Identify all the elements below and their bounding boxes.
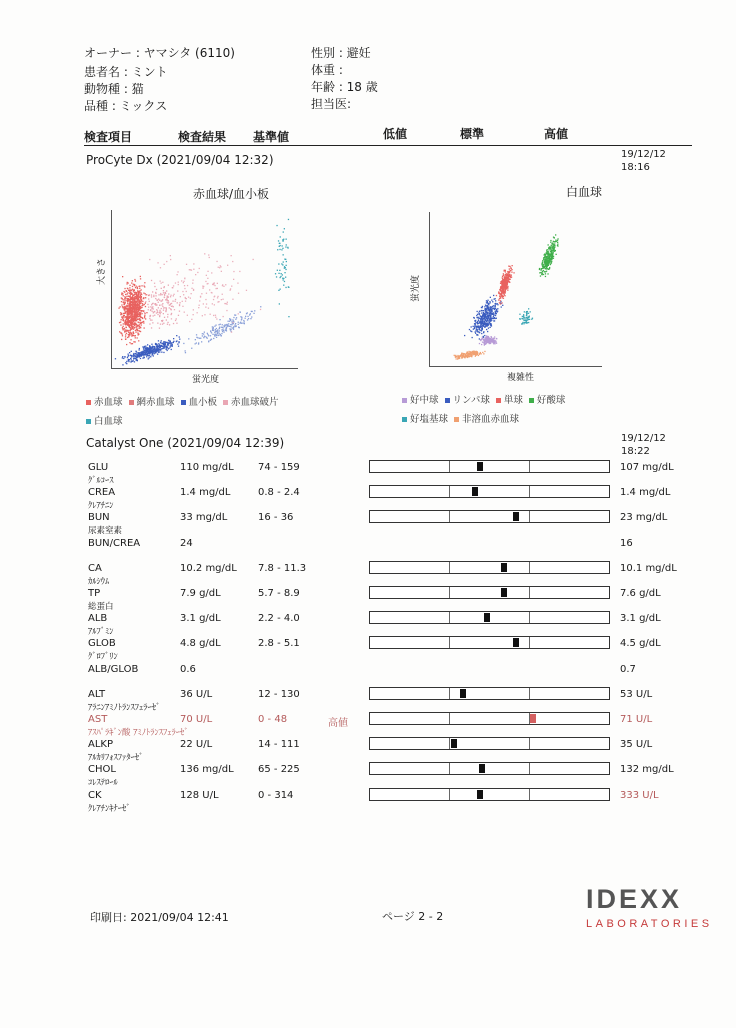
result-marker — [460, 689, 466, 698]
legend-label: リンパ球 — [452, 395, 490, 406]
legend-label: 単球 — [503, 395, 523, 406]
sex-field: 性別 : 避妊 — [311, 46, 371, 60]
legend-label: 白血球 — [94, 416, 123, 427]
previous-result: 3.1 g/dL — [620, 613, 661, 624]
monocyte-cluster — [496, 265, 515, 305]
rbc-plt-plot-title: 赤血球/血小板 — [193, 187, 270, 201]
platelet-cluster — [115, 335, 181, 366]
result-marker — [477, 462, 483, 471]
test-result: 128 U/L — [180, 790, 219, 801]
wbc-xlabel: 複雑性 — [507, 373, 535, 383]
test-subname: 総蛋白 — [88, 602, 114, 612]
test-result: 10.2 mg/dL — [180, 563, 237, 574]
test-name: GLU — [88, 462, 109, 473]
legend-swatch — [181, 400, 186, 405]
basophil-cluster — [519, 308, 533, 325]
test-result: 24 — [180, 538, 193, 549]
owner-field: オーナー : ヤマシタ (6110) — [84, 46, 235, 60]
test-reference-range: 2.8 - 5.1 — [258, 638, 300, 649]
weight-field: 体重 : — [311, 63, 343, 77]
test-result: 33 mg/dL — [180, 512, 228, 523]
result-range-bar — [369, 712, 610, 725]
legend-swatch — [529, 398, 534, 403]
result-range-bar — [369, 636, 610, 649]
header-divider — [84, 145, 692, 146]
result-marker — [513, 638, 519, 647]
test-reference-range: 12 - 130 — [258, 689, 300, 700]
test-name: CA — [88, 563, 102, 574]
range-divider — [529, 562, 530, 573]
result-marker — [513, 512, 519, 521]
legend-label: 赤血球破片 — [231, 397, 279, 408]
test-name: ALT — [88, 689, 106, 700]
test-name: CREA — [88, 487, 116, 498]
rbc-plt-legend-item — [223, 397, 279, 408]
legend-swatch — [129, 400, 134, 405]
column-result: 検査結果 — [178, 130, 227, 144]
rbc-plt-legend — [86, 393, 296, 431]
legend-swatch — [402, 417, 407, 422]
test-result: 110 mg/dL — [180, 462, 234, 473]
test-name: BUN — [88, 512, 110, 523]
legend-label: 好酸球 — [536, 395, 566, 406]
test-name: BUN/CREA — [88, 538, 141, 549]
patient-field: 患者名 : ミント — [84, 65, 168, 79]
test-reference-range: 0.8 - 2.4 — [258, 487, 300, 498]
previous-result: 132 mg/dL — [620, 764, 674, 775]
wbc-legend-item — [496, 395, 523, 406]
neutrophil-cluster — [479, 335, 498, 345]
test-result: 22 U/L — [180, 739, 213, 750]
test-reference-range: 65 - 225 — [258, 764, 300, 775]
range-divider — [529, 637, 530, 648]
range-divider — [529, 486, 530, 497]
rbc-plt-scatter-svg — [112, 210, 298, 368]
previous-result: 35 U/L — [620, 739, 653, 750]
test-result: 36 U/L — [180, 689, 213, 700]
range-divider — [449, 511, 450, 522]
result-marker — [530, 714, 536, 723]
range-divider — [449, 713, 450, 724]
test-name: AST — [88, 714, 108, 725]
rbc-plt-xlabel: 蛍光度 — [192, 375, 220, 385]
range-divider — [529, 511, 530, 522]
result-marker — [479, 764, 485, 773]
range-divider — [529, 789, 530, 800]
rbc-plt-legend-item — [129, 397, 175, 408]
wbc-ylabel: 蛍光度 — [411, 274, 421, 302]
test-subname: ｱｽﾊﾟﾗｷﾞﾝ酸 ｱﾐﾉﾄﾗﾝｽﾌｪﾗｰｾﾞ — [88, 728, 189, 738]
test-reference-range: 16 - 36 — [258, 512, 294, 523]
reticulocyte-cluster — [140, 280, 181, 329]
column-high: 高値 — [544, 127, 569, 141]
range-divider — [529, 612, 530, 623]
print-date: 印刷日: 2021/09/04 12:41 — [90, 911, 229, 924]
test-name: ALB — [88, 613, 108, 624]
result-marker — [477, 790, 483, 799]
test-name: CK — [88, 790, 102, 801]
test-reference-range: 2.2 - 4.0 — [258, 613, 300, 624]
test-name: TP — [88, 588, 101, 599]
result-range-bar — [369, 762, 610, 775]
range-divider — [449, 688, 450, 699]
previous-result: 1.4 mg/dL — [620, 487, 671, 498]
catalyst-prev-date: 19/12/12 — [621, 433, 666, 444]
previous-result: 333 U/L — [620, 790, 659, 801]
test-result: 3.1 g/dL — [180, 613, 221, 624]
legend-label: 非溶血赤血球 — [462, 414, 520, 425]
rbc-plt-scatter-plot — [111, 210, 298, 369]
test-reference-range: 0 - 314 — [258, 790, 294, 801]
legend-label: 網赤血球 — [136, 397, 175, 408]
page-number: ページ 2 - 2 — [382, 910, 444, 923]
range-divider — [449, 738, 450, 749]
legend-swatch — [445, 398, 450, 403]
range-divider — [529, 738, 530, 749]
previous-result: 71 U/L — [620, 714, 653, 725]
test-subname: ｺﾚｽﾃﾛｰﾙ — [88, 778, 118, 788]
test-subname: ｱﾙｶﾘﾌｫｽﾌｧﾀｰｾﾞ — [88, 753, 144, 763]
legend-label: 好塩基球 — [410, 414, 449, 425]
test-name: CHOL — [88, 764, 116, 775]
unlysed-rbc-cluster — [454, 350, 486, 359]
previous-result: 0.7 — [620, 664, 636, 675]
idexx-logo: IDEXX — [586, 884, 683, 914]
lymphocyte-cluster — [464, 295, 503, 340]
species-field: 動物種 : 猫 — [84, 82, 144, 96]
test-subname: ｸﾚｱﾁﾆﾝ — [88, 501, 114, 511]
catalyst-prev-timestamp — [621, 432, 666, 458]
test-name: GLOB — [88, 638, 116, 649]
range-divider — [449, 562, 450, 573]
result-range-bar — [369, 561, 610, 574]
range-divider — [529, 688, 530, 699]
result-range-bar — [369, 788, 610, 801]
eosinophil-cluster — [539, 234, 559, 277]
test-flag: 高値 — [328, 718, 348, 729]
test-result: 1.4 mg/dL — [180, 487, 231, 498]
range-divider — [449, 612, 450, 623]
rbc-plt-legend-item — [181, 397, 218, 408]
test-result: 7.9 g/dL — [180, 588, 221, 599]
legend-swatch — [454, 417, 459, 422]
range-divider — [449, 461, 450, 472]
test-subname: ｱﾗﾆﾝｱﾐﾉﾄﾗﾝｽﾌｪﾗｰｾﾞ — [88, 703, 161, 713]
result-range-bar — [369, 485, 610, 498]
test-subname: ｸﾚｱﾁﾝｷﾅｰｾﾞ — [88, 804, 131, 814]
wbc-legend-item — [402, 414, 448, 425]
age-field: 年齢 : 18 歳 — [311, 80, 378, 94]
column-normal: 標準 — [460, 127, 485, 141]
range-divider — [529, 763, 530, 774]
previous-result: 53 U/L — [620, 689, 653, 700]
test-name: ALKP — [88, 739, 113, 750]
test-name: ALB/GLOB — [88, 664, 139, 675]
wbc-legend-item — [445, 395, 490, 406]
procyte-prev-time: 18:16 — [621, 162, 650, 173]
wbc-plot-title: 白血球 — [566, 185, 603, 199]
column-low: 低値 — [383, 127, 408, 141]
result-marker — [451, 739, 457, 748]
result-range-bar — [369, 510, 610, 523]
test-result: 4.8 g/dL — [180, 638, 221, 649]
rbc-cluster — [118, 276, 149, 345]
wbc-scatter-plot — [429, 212, 602, 367]
test-result: 70 U/L — [180, 714, 213, 725]
doctor-field: 担当医: — [311, 97, 352, 111]
test-subname: ｸﾞﾛﾌﾞﾘﾝ — [88, 652, 118, 662]
procyte-prev-date: 19/12/12 — [621, 149, 666, 160]
column-item: 検査項目 — [84, 130, 133, 144]
result-range-bar — [369, 586, 610, 599]
test-subname: 尿素窒素 — [88, 526, 123, 536]
result-range-bar — [369, 611, 610, 624]
previous-result: 4.5 g/dL — [620, 638, 661, 649]
test-reference-range: 74 - 159 — [258, 462, 300, 473]
test-subname: ｶﾙｼｳﾑ — [88, 577, 110, 587]
wbc-legend-item — [529, 395, 566, 406]
wbc-legend — [402, 391, 602, 429]
range-divider — [449, 486, 450, 497]
column-reference: 基準値 — [253, 130, 290, 144]
range-divider — [449, 637, 450, 648]
test-reference-range: 0 - 48 — [258, 714, 288, 725]
legend-label: 赤血球 — [94, 397, 123, 408]
range-divider — [449, 587, 450, 598]
rbc-plt-legend-item — [86, 416, 123, 427]
result-range-bar — [369, 460, 610, 473]
wbc-legend-item — [454, 414, 519, 425]
result-marker — [501, 588, 507, 597]
result-marker — [472, 487, 478, 496]
test-reference-range: 14 - 111 — [258, 739, 300, 750]
legend-label: 血小板 — [188, 397, 218, 408]
legend-swatch — [223, 400, 228, 405]
previous-result: 10.1 mg/dL — [620, 563, 677, 574]
test-subname: ｸﾞﾙｺｰｽ — [88, 476, 114, 486]
test-reference-range: 5.7 - 8.9 — [258, 588, 300, 599]
test-reference-range: 7.8 - 11.3 — [258, 563, 307, 574]
previous-result: 23 mg/dL — [620, 512, 668, 523]
platelet-tail — [183, 306, 261, 353]
range-divider — [449, 763, 450, 774]
result-range-bar — [369, 737, 610, 750]
legend-swatch — [402, 398, 407, 403]
wbc-legend-item — [402, 395, 439, 406]
result-range-bar — [369, 687, 610, 700]
range-divider — [529, 461, 530, 472]
result-marker — [501, 563, 507, 572]
catalyst-prev-time: 18:22 — [621, 446, 650, 457]
catalyst-title: Catalyst One (2021/09/04 12:39) — [86, 436, 285, 450]
result-marker — [484, 613, 490, 622]
wbc-scatter — [275, 219, 290, 317]
procyte-title: ProCyte Dx (2021/09/04 12:32) — [86, 153, 274, 167]
legend-swatch — [496, 398, 501, 403]
idexx-logo-subtitle: LABORATORIES — [586, 918, 713, 930]
rbc-plt-legend-item — [86, 397, 123, 408]
test-subname: ｱﾙﾌﾞﾐﾝ — [88, 627, 114, 637]
previous-result: 7.6 g/dL — [620, 588, 661, 599]
breed-field: 品種 : ミックス — [84, 99, 168, 113]
test-result: 136 mg/dL — [180, 764, 234, 775]
previous-result: 16 — [620, 538, 633, 549]
wbc-scatter-svg — [430, 212, 602, 366]
test-result: 0.6 — [180, 664, 196, 675]
previous-result: 107 mg/dL — [620, 462, 674, 473]
range-divider — [449, 789, 450, 800]
rbc-plt-ylabel: 大きさ — [97, 257, 107, 285]
procyte-prev-timestamp — [621, 148, 666, 174]
range-divider — [529, 587, 530, 598]
legend-swatch — [86, 400, 91, 405]
legend-swatch — [86, 419, 91, 424]
legend-label: 好中球 — [410, 395, 439, 406]
